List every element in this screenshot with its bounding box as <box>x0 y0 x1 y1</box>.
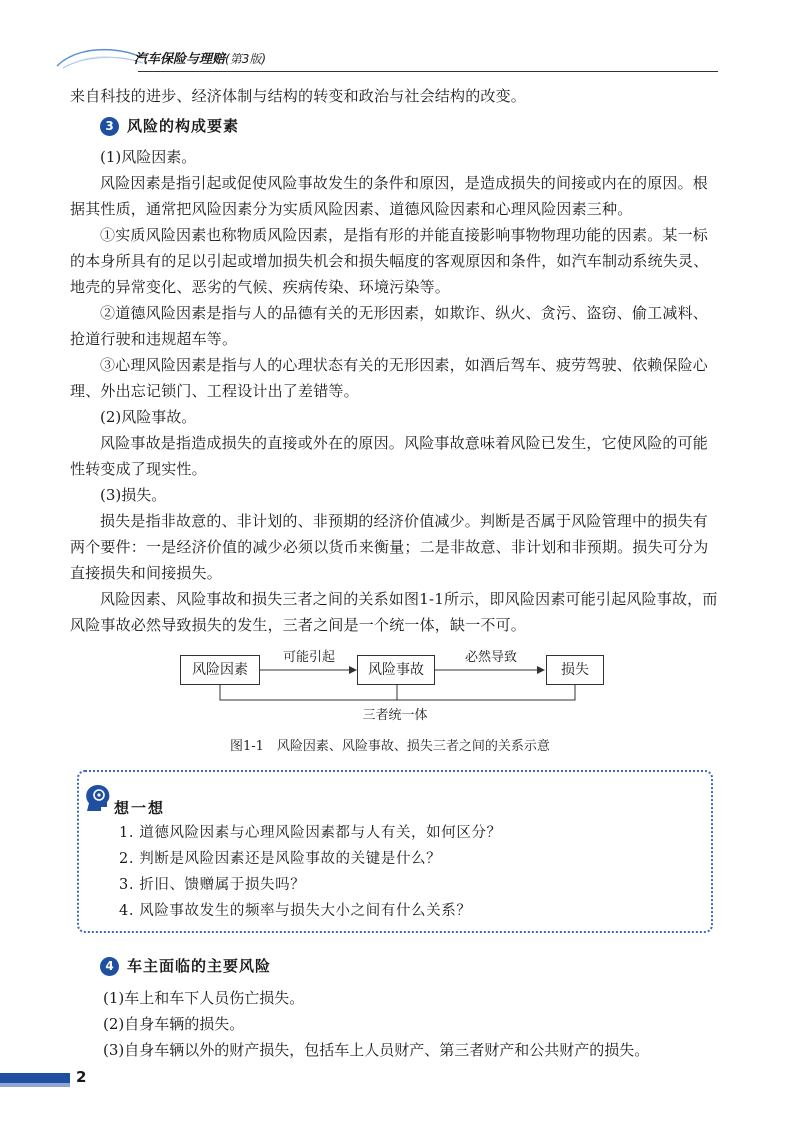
running-header <box>134 48 266 67</box>
list-item: (2)自身车辆的损失。 <box>103 1015 245 1033</box>
list-item: (3)自身车辆以外的财产损失，包括车上人员财产、第三者财产和公共财产的损失。 <box>103 1041 650 1059</box>
paragraph-moral-hazard: ②道德风险因素是指与人的品德有关的无形因素，如欺诈、纵火、贪污、盗窃、偷工减料、抢道行驶和违规超车等。 <box>70 304 709 348</box>
subheading-loss: (3)损失。 <box>100 486 167 504</box>
section-number-badge: 4 <box>100 957 119 976</box>
section-number-badge: 3 <box>100 117 119 136</box>
box-risk-accident: 风险事故 <box>357 655 435 685</box>
car-logo-icon <box>55 40 145 72</box>
footer-bar-shadow <box>0 1083 70 1087</box>
paragraph-loss: 损失是指非故意的、非计划的、非预期的经济价值减少。判断是否属于风险管理中的损失有两个要件：一是经济价值的减少必须以货币来衡量；二是非故意、非计划和非预期。损失可分为直接损失和间接损失。 <box>70 512 709 582</box>
question-item: 2. 判断是风险因素还是风险事故的关键是什么？ <box>119 851 442 867</box>
paragraph-relation: 风险因素、风险事故和损失三者之间的关系如图1-1所示，即风险因素可能引起风险事故，而风险事故必然导致损失的发生，三者之间是一个统一体，缺一不可。 <box>70 590 718 634</box>
paragraph-risk-factor: 风险因素是指引起或促使风险事故发生的条件和原因，是造成损失的间接或内在的原因。根据其性质，通常把风险因素分为实质风险因素、道德风险因素和心理风险因素三种。 <box>70 174 709 218</box>
section-title: 车主面临的主要风险 <box>127 957 272 975</box>
subheading-risk-factor: (1)风险因素。 <box>100 148 197 166</box>
section-title: 风险的构成要素 <box>127 117 240 135</box>
paragraph-accident: 风险事故是指造成损失的直接或外在的原因。风险事故意味着风险已发生，它使风险的可能性转变成了现实性。 <box>70 434 709 478</box>
arrow-label-must-lead: 必然导致 <box>464 650 517 665</box>
bottom-label-unity: 三者统一体 <box>362 708 428 723</box>
paragraph-intro: 来自科技的进步、经济体制与结构的转变和政治与社会结构的改变。 <box>70 87 527 105</box>
relation-diagram <box>180 650 610 725</box>
paragraph-physical-hazard: ①实质风险因素也称物质风险因素，是指有形的并能直接影响事物物理功能的因素。某一标的本身所具有的足以引起或增加损失机会和损失幅度的客观原因和条件，如汽车制动系统失灵、地壳的异常变化、恶劣的气候、疾病传染、环境污染等。 <box>70 226 709 296</box>
section-heading-4 <box>100 953 271 979</box>
question-item: 3. 折旧、馈赠属于损失吗？ <box>119 877 306 893</box>
page-number: 2 <box>76 1068 87 1086</box>
footer-bar <box>0 1073 70 1083</box>
section-heading-3 <box>100 113 239 139</box>
book-title: 汽车保险与理赔 <box>134 52 226 67</box>
box-risk-factor: 风险因素 <box>180 655 260 685</box>
header-rule <box>138 71 718 72</box>
subheading-accident: (2)风险事故。 <box>100 408 197 426</box>
paragraph-morale-hazard: ③心理风险因素是指与人的心理状态有关的无形因素，如酒后驾车、疲劳驾驶、依赖保险心理、外出忘记锁门、工程设计出了差错等。 <box>70 356 709 400</box>
edition: (第3版) <box>225 52 267 66</box>
arrow-label-may-cause: 可能引起 <box>282 650 335 665</box>
box-loss: 损失 <box>546 655 604 685</box>
figure-caption: 图1-1 风险因素、风险事故、损失三者之间的关系示意 <box>230 739 550 754</box>
think-title: 想一想 <box>114 799 166 817</box>
list-item: (1)车上和车下人员伤亡损失。 <box>103 989 305 1007</box>
head-thinking-icon <box>83 783 113 815</box>
question-item: 4. 风险事故发生的频率与损失大小之间有什么关系？ <box>119 903 472 919</box>
question-item: 1. 道德风险因素与心理风险因素都与人有关，如何区分？ <box>119 825 502 841</box>
